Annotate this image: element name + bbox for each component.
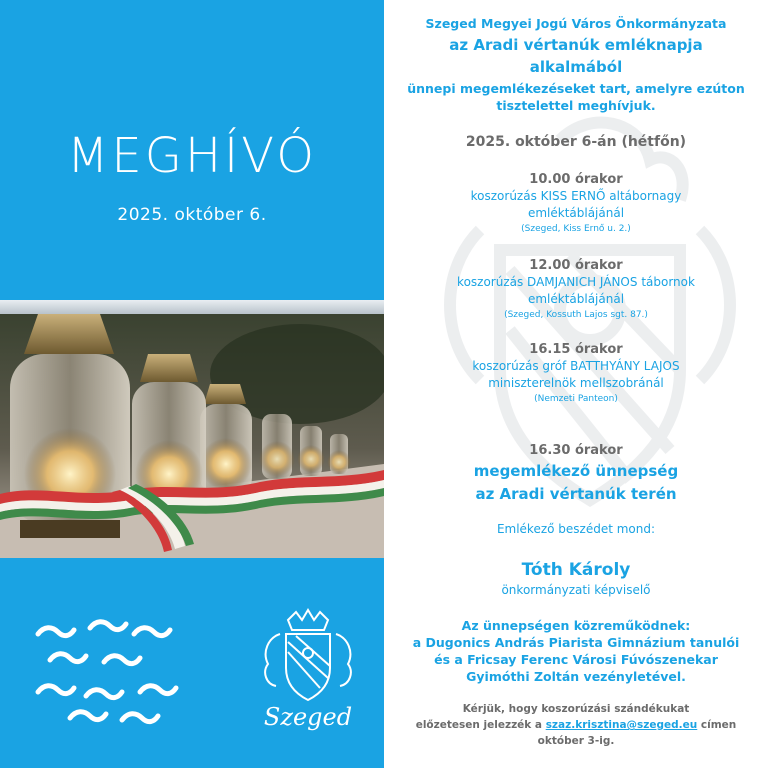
ceremony-line1: megemlékező ünnepség [473,462,679,480]
intro-org: Szeged Megyei Jogú Város Önkormányzata [425,16,727,31]
rsvp-pre: előzetesen jelezzék a [415,719,543,731]
rsvp-line3: október 3-ig. [537,735,615,747]
speaker-name: Tóth Károly [521,560,631,580]
event-1-line2: emléktáblájánál [527,206,625,220]
event-3-line1: koszorúzás gróf BATTHYÁNY LAJOS [472,359,680,373]
rsvp-line2 [384,719,768,731]
rsvp-email-link[interactable]: szaz.krisztina@szeged.eu [545,719,698,731]
event-1-line1: koszorúzás KISS ERNŐ altábornagy [470,189,682,203]
invitation-title: MEGHÍVÓ [67,128,317,184]
event-2-line1: koszorúzás DAMJANICH JÁNOS tábornok [457,275,695,289]
waves-icon [30,618,230,732]
event-3-place: (Nemzeti Panteon) [534,394,618,404]
ceremony-line2: az Aradi vértanúk terén [475,485,677,503]
event-2-time: 12.00 órakor [529,258,623,273]
event-3-line2: miniszterelnök mellszobránál [488,376,664,390]
intro-text-line2: tisztelettel meghívjuk. [496,98,656,113]
event-1-place: (Szeged, Kiss Ernő u. 2.) [521,224,631,234]
main-date: 2025. október 6-án (hétfőn) [465,134,687,150]
contrib-line2: és a Fricsay Ferenc Városi Fúvószenekar [434,652,718,667]
rsvp-line1: Kérjük, hogy koszorúzási szándékukat [462,703,690,715]
speech-label: Emlékező beszédet mond: [496,522,656,536]
szeged-logo [258,608,358,742]
rsvp-post: címen [700,719,737,731]
event-2-line2: emléktáblájánál [527,292,625,306]
contrib-line3: Gyimóthi Zoltán vezényletével. [466,669,686,684]
event-3-time: 16.15 órakor [529,342,623,357]
event-2-place: (Szeged, Kossuth Lajos sgt. 87.) [504,310,648,320]
candle-lanterns-photo [0,314,384,558]
contrib-label: Az ünnepségen közreműködnek: [461,618,691,633]
contrib-line1: a Dugonics András Piarista Gimnázium tanulói [412,635,740,650]
intro-occasion-line1: az Aradi vértanúk emléknapja [449,36,703,54]
photo-frame-strip [0,300,384,314]
ceremony-time: 16.30 órakor [529,443,623,458]
intro-occasion-line2: alkalmából [529,58,623,76]
intro-text-line1: ünnepi megemlékezéseket tart, amelyre ezúton [407,81,745,96]
logo-wordmark: Szeged [263,703,353,731]
invitation-date: 2025. október 6. [117,205,267,225]
speaker-role: önkormányzati képviselő [501,583,651,597]
event-1-time: 10.00 órakor [529,172,623,187]
